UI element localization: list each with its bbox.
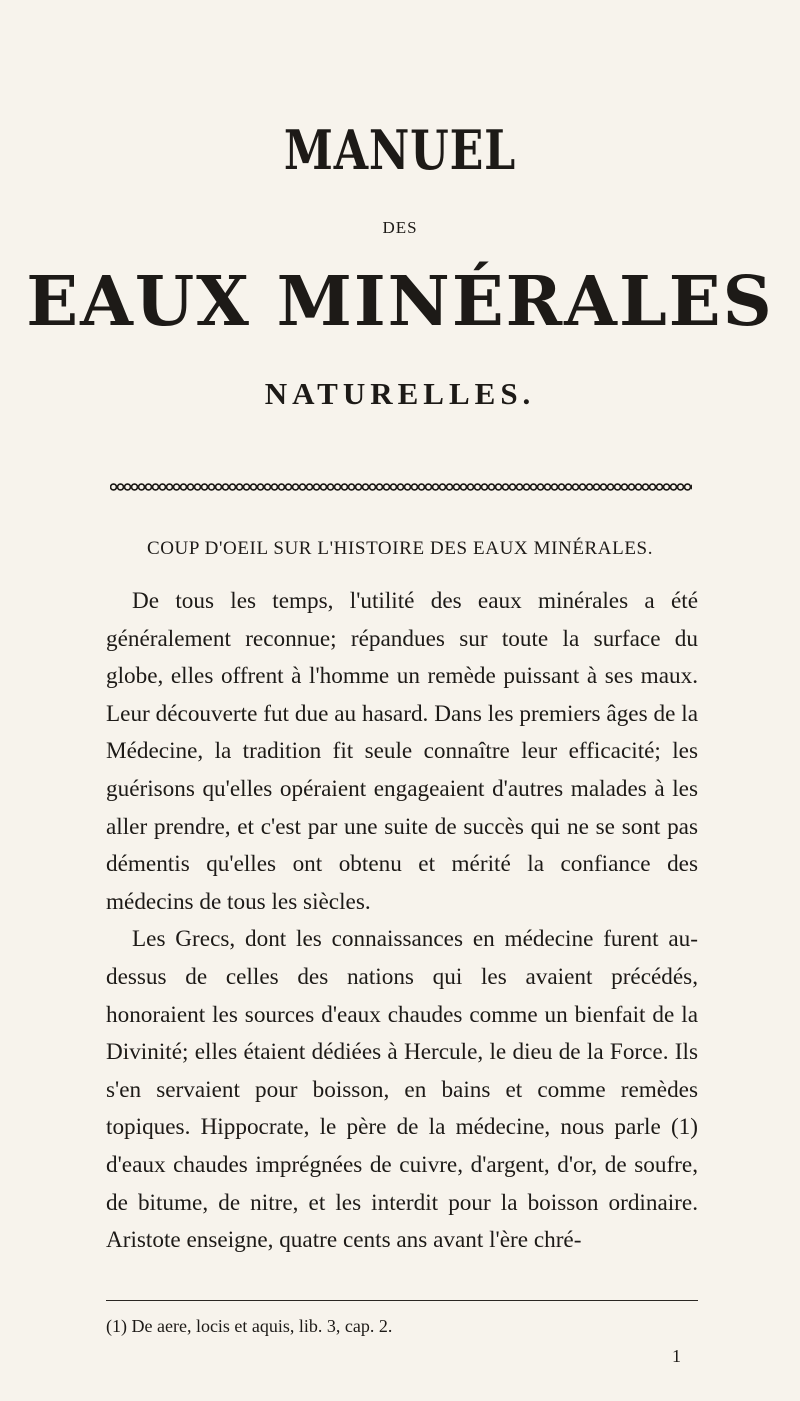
paragraph-2: Les Grecs, dont les connaissances en médecine furent au-dessus de celles des nations qui les avaient précédés, honoraient les sources d'eaux chaudes comme un bienfait de la Divinité; elles étaient dédiées à Hercule, le dieu de la Force. Ils s'en servaient pour boisson, en bains et comme remèdes topiques. Hippocrate, le père de la médecine, nous parle (1) d'eaux chaudes imprégnées de cuivre, d'argent, d'or, de soufre, de bitume, de nitre, et les interdit pour la boisson ordinaire. Aristote enseigne, quatre cents ans avant l'ère chré- [106,926,698,1254]
title-manuel: MANUEL [283,118,517,182]
title-des: DES [382,218,418,237]
footnote: (1) De aere, locis et aquis, lib. 3, cap. 2. [106,1316,393,1336]
section-title: COUP D'OEIL SUR L'HISTOIRE DES EAUX MINÉRALES. [146,538,654,559]
paragraph-1: De tous les temps, l'utilité des eaux minérales a été généralement reconnue; répandues sur toute la surface du globe, elles offrent à l'homme un remède puissant à ses maux. Leur découverte fut due au hasard. Dans les premiers âges de la Médecine, la tradition fit seule connaître leur efficacité; les guérisons qu'elles opéraient engageaient d'autres malades à les aller prendre, et c'est par une suite de succès qui ne se sont pas démentis qu'elles ont obtenu et mérité la confiance des médecins de tous les siècles. [106,588,698,915]
title-naturelles: NATURELLES. [264,376,536,411]
title-eaux-minerales: EAUX MINÉRALES [26,262,774,342]
ornamental-rule [110,481,692,493]
footnote-rule [106,1300,698,1301]
body-text [106,583,698,1260]
page-number: 1 [672,1346,681,1366]
